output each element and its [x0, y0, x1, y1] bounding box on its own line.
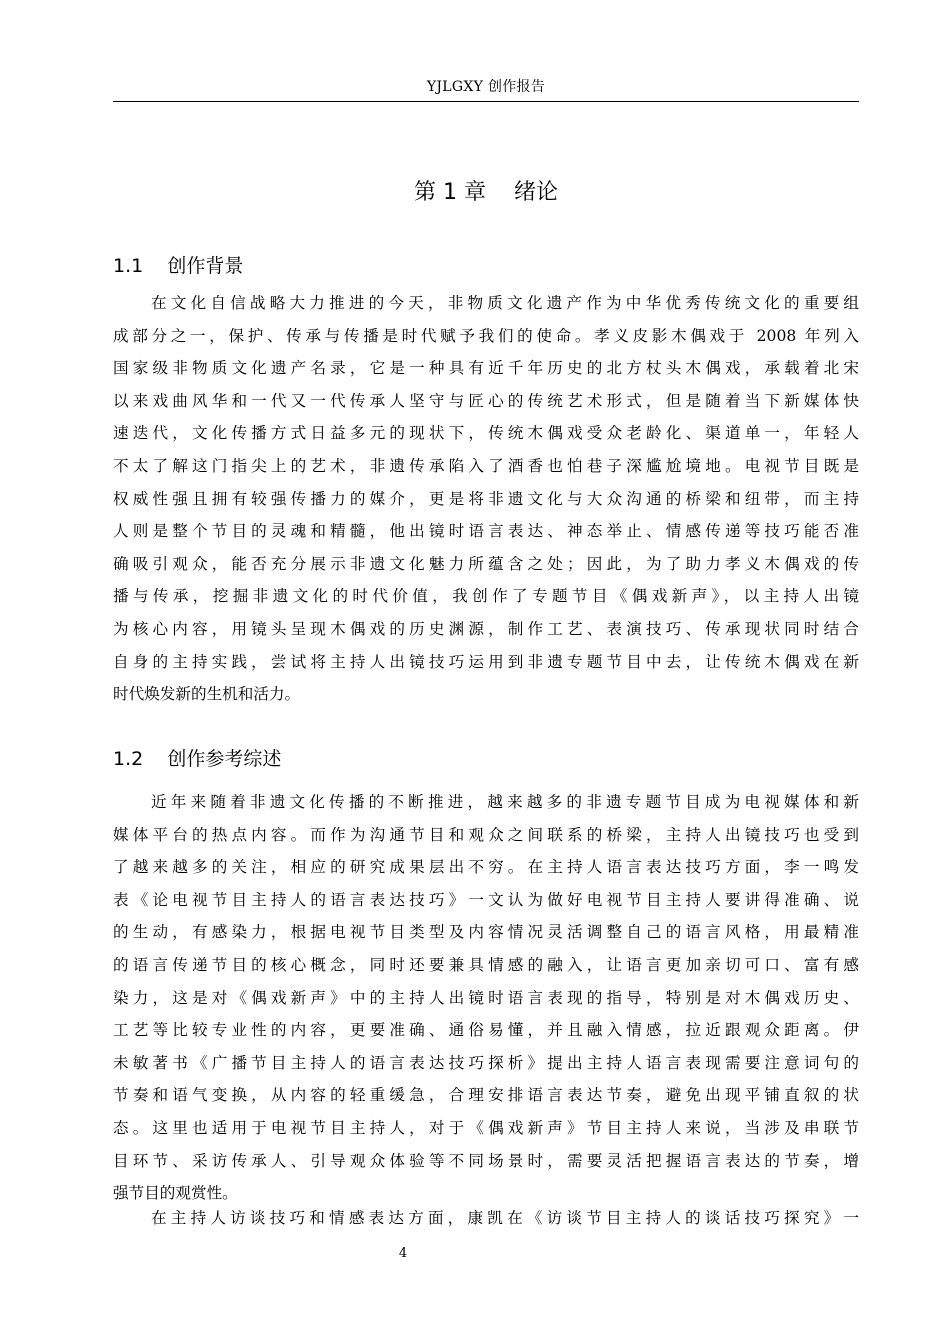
page-number: 4 [398, 1246, 408, 1261]
text-line: 未敏著书《广播节目主持人的语言表达技巧探析》提出主持人语言表现需要注意词句的 [113, 1053, 859, 1072]
text-line: 态。这里也适用于电视节目主持人，对于《偶戏新声》节目主持人来说，当涉及串联节 [113, 1118, 859, 1137]
text-line: 近年来随着非遗文化传播的不断推进，越来越多的非遗专题节目成为电视媒体和新 [151, 793, 859, 811]
text-line: 目环节、采访传承人、引导观众体验等不同场景时，需要灵活把握语言表达的节奏，增 [113, 1151, 859, 1170]
section-heading-reference-review: 1.2 创作参考综述 [113, 748, 282, 770]
chapter-title: 第 1 章 绪论 [414, 180, 558, 205]
section-heading-creation-background: 1.1 创作背景 [113, 255, 244, 277]
text-line: 为核心内容，用镜头呈现木偶戏的历史渊源，制作工艺、表演技巧、传承现状同时结合 [113, 619, 859, 638]
text-line: 的生动，有感染力，根据电视节目类型及内容情况灵活调整自己的语言风格，用最精准 [113, 923, 859, 942]
text-line: 国家级非物质文化遗产名录，它是一种具有近千年历史的北方杖头木偶戏，承载着北宋 [113, 359, 859, 378]
body-paragraph [113, 287, 859, 711]
text-line: 在文化自信战略大力推进的今天，非物质文化遗产作为中华优秀传统文化的重要组 [151, 294, 859, 312]
text-line: 自身的主持实践，尝试将主持人出镜技巧运用到非遗专题节目中去，让传统木偶戏在新 [113, 652, 859, 671]
text-line: 表《论电视节目主持人的语言表达技巧》一文认为做好电视节目主持人要讲得准确、说 [113, 890, 859, 909]
text-line: 强节目的观赏性。 [113, 1184, 238, 1203]
text-line: 速迭代，文化传播方式日益多元的现状下，传统木偶戏受众老龄化、渠道单一，年轻人 [113, 424, 859, 443]
text-line: 以来戏曲风华和一代又一代传承人坚守与匠心的传统艺术形式，但是随着当下新媒体快 [113, 391, 859, 410]
text-line: 时代焕发新的生机和活力。 [113, 685, 301, 704]
header-divider [113, 101, 859, 102]
running-header: YJLGXY 创作报告 [426, 79, 546, 95]
text-line: 节奏和语气变换，从内容的轻重缓急，合理安排语言表达节奏，避免出现平铺直叙的状 [113, 1086, 859, 1105]
text-line: 在主持人访谈技巧和情感表达方面，康凯在《访谈节目主持人的谈话技巧探究》一 [151, 1209, 859, 1227]
text-line: 成部分之一，保护、传承与传播是时代赋予我们的使命。孝义皮影木偶戏于 2008 年列入 [113, 326, 859, 345]
text-line: 了越来越多的关注，相应的研究成果层出不穷。在主持人语言表达技巧方面，李一鸣发 [113, 858, 859, 877]
text-line: 权威性强且拥有较强传播力的媒介，更是将非遗文化与大众沟通的桥梁和纽带，而主持 [113, 489, 859, 508]
text-line: 工艺等比较专业性的内容，更要准确、通俗易懂，并且融入情感，拉近跟观众距离。伊 [113, 1021, 859, 1040]
text-line: 人则是整个节目的灵魂和精髓，他出镜时语言表达、神态举止、情感传递等技巧能否准 [113, 522, 859, 541]
text-line: 播与传承，挖掘非遗文化的时代价值，我创作了专题节目《偶戏新声》，以主持人出镜 [113, 587, 859, 606]
text-line: 确吸引观众，能否充分展示非遗文化魅力所蕴含之处；因此，为了助力孝义木偶戏的传 [113, 554, 859, 573]
body-paragraph [113, 1202, 859, 1235]
text-line: 染力，这是对《偶戏新声》中的主持人出镜时语言表现的指导，特别是对木偶戏历史、 [113, 988, 859, 1007]
text-line: 不太了解这门指尖上的艺术，非遗传承陷入了酒香也怕巷子深尴尬境地。电视节目既是 [113, 456, 859, 475]
body-paragraph [113, 786, 859, 1210]
text-line: 媒体平台的热点内容。而作为沟通节目和观众之间联系的桥梁，主持人出镜技巧也受到 [113, 825, 859, 844]
text-line: 的语言传递节目的核心概念，同时还要兼具情感的融入，让语言更加亲切可口、富有感 [113, 955, 859, 974]
